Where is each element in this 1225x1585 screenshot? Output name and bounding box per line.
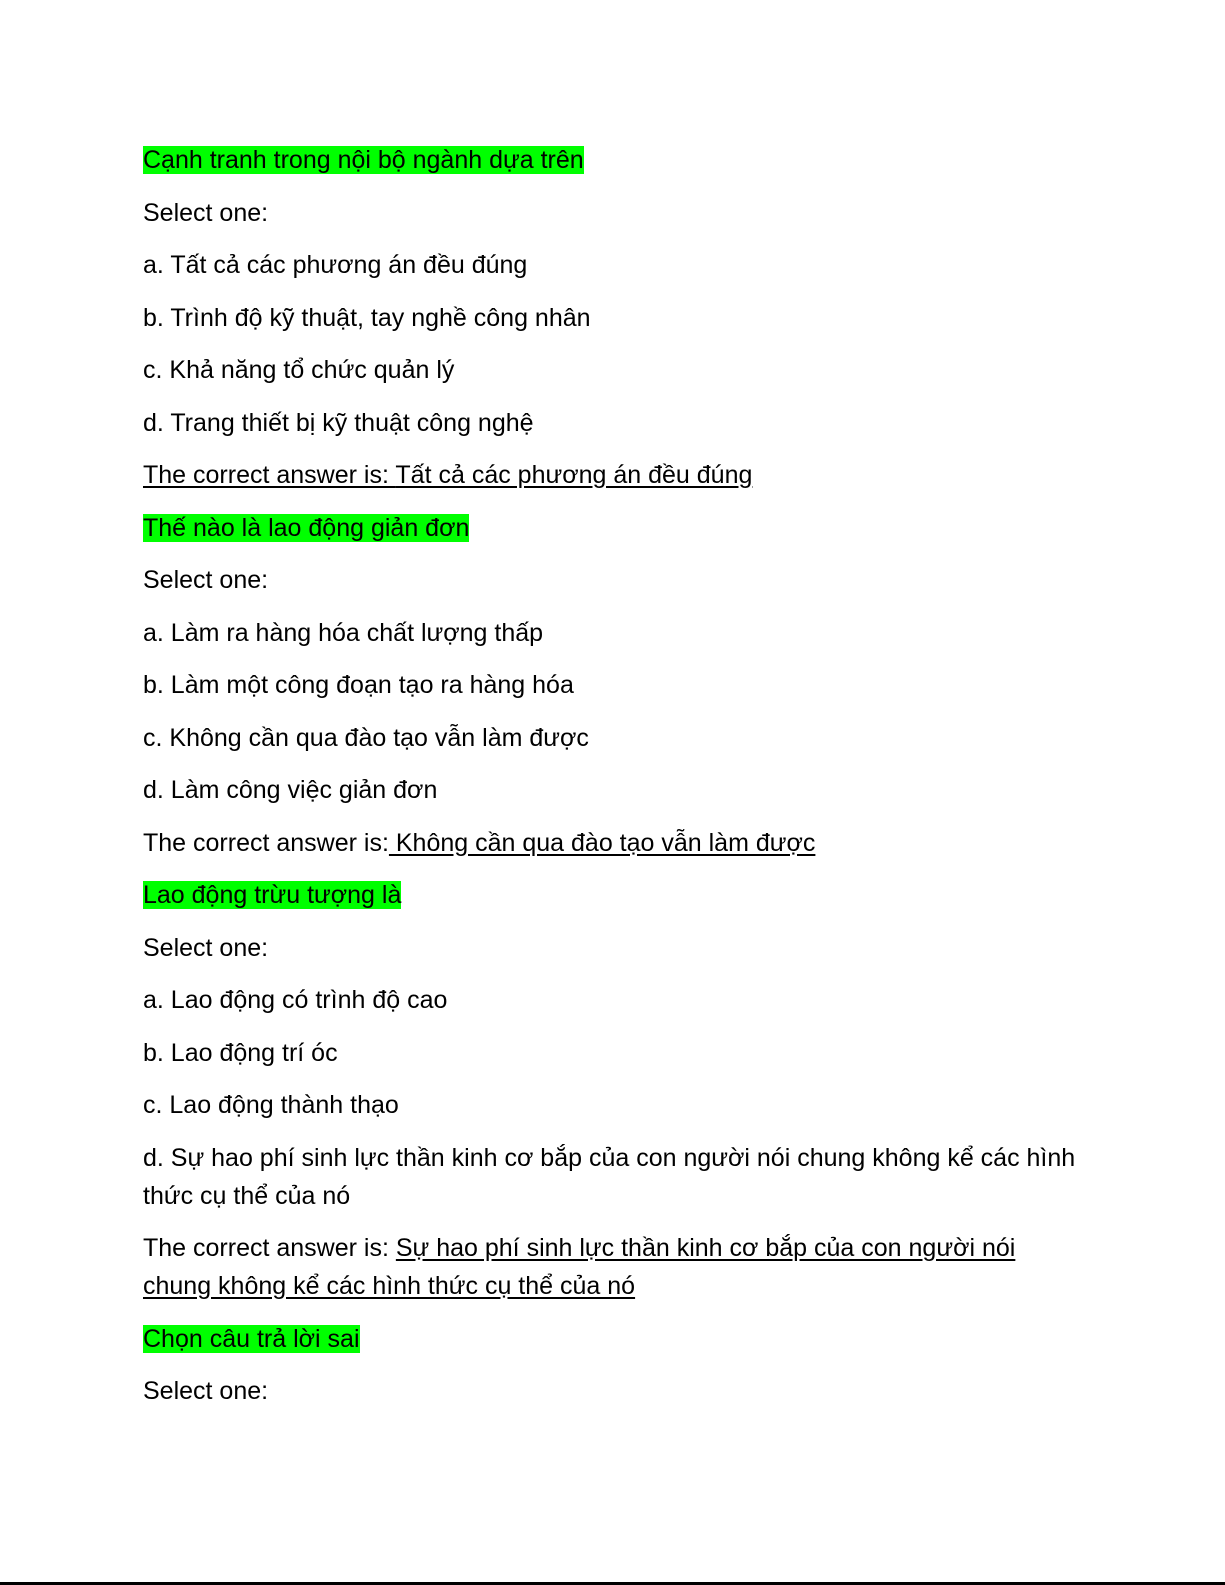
question-1-select-label: Select one:	[143, 198, 269, 227]
question-2-option-c: c. Không cần qua đào tạo vẫn làm được	[143, 723, 589, 752]
question-3-answer	[143, 1229, 1083, 1305]
question-2-answer-prefix: The correct answer is:	[143, 828, 389, 857]
question-4-text: Chọn câu trả lời sai	[143, 1324, 360, 1353]
question-1-option-c: c. Khả năng tổ chức quản lý	[143, 356, 455, 384]
question-1-option-b: b. Trình độ kỹ thuật, tay nghề công nhân	[143, 303, 591, 332]
question-1	[143, 141, 1083, 179]
question-3-option-d: d. Sự hao phí sinh lực thần kinh cơ bắp của con người nói chung không kể các hình thức cụ thể của nó	[143, 1143, 1076, 1210]
question-2-option-d: d. Làm công việc giản đơn	[143, 776, 438, 804]
question-3-answer-text: Sự hao phí sinh lực thần kinh cơ bắp của con người nói chung không kể các hình thức cụ thể của nó	[143, 1234, 1016, 1300]
question-1-option-a: a. Tất cả các phương án đều đúng	[143, 251, 528, 279]
question-1-answer	[143, 456, 1083, 494]
question-4	[143, 1320, 1083, 1358]
question-3-option-c: c. Lao động thành thạo	[143, 1091, 399, 1119]
question-1-option-d: d. Trang thiết bị kỹ thuật công nghệ	[143, 408, 534, 437]
question-2-answer	[143, 824, 1083, 862]
question-1-answer-text: Tất cả các phương án đều đúng	[395, 461, 753, 489]
question-3-option-b: b. Lao động trí óc	[143, 1038, 338, 1067]
question-2-select-label: Select one:	[143, 566, 269, 594]
question-2-option-a: a. Làm ra hàng hóa chất lượng thấp	[143, 618, 544, 647]
question-3-option-a: a. Lao động có trình độ cao	[143, 986, 448, 1014]
question-2-option-b: b. Làm một công đoạn tạo ra hàng hóa	[143, 671, 574, 699]
question-3-text: Lao động trừu tượng là	[143, 881, 402, 909]
question-3-answer-prefix: The correct answer is:	[143, 1234, 396, 1262]
question-2-text: Thế nào là lao động giản đơn	[143, 513, 470, 542]
question-3-select-label: Select one:	[143, 933, 269, 962]
question-1-text: Cạnh tranh trong nội bộ ngành dựa trên	[143, 146, 584, 174]
document-page	[143, 141, 1083, 1425]
question-1-answer-prefix: The correct answer is:	[143, 461, 396, 489]
question-2	[143, 509, 1083, 547]
question-3	[143, 876, 1083, 914]
question-2-answer-text: Không cần qua đào tạo vẫn làm được	[388, 828, 816, 857]
question-4-select-label: Select one:	[143, 1377, 269, 1405]
